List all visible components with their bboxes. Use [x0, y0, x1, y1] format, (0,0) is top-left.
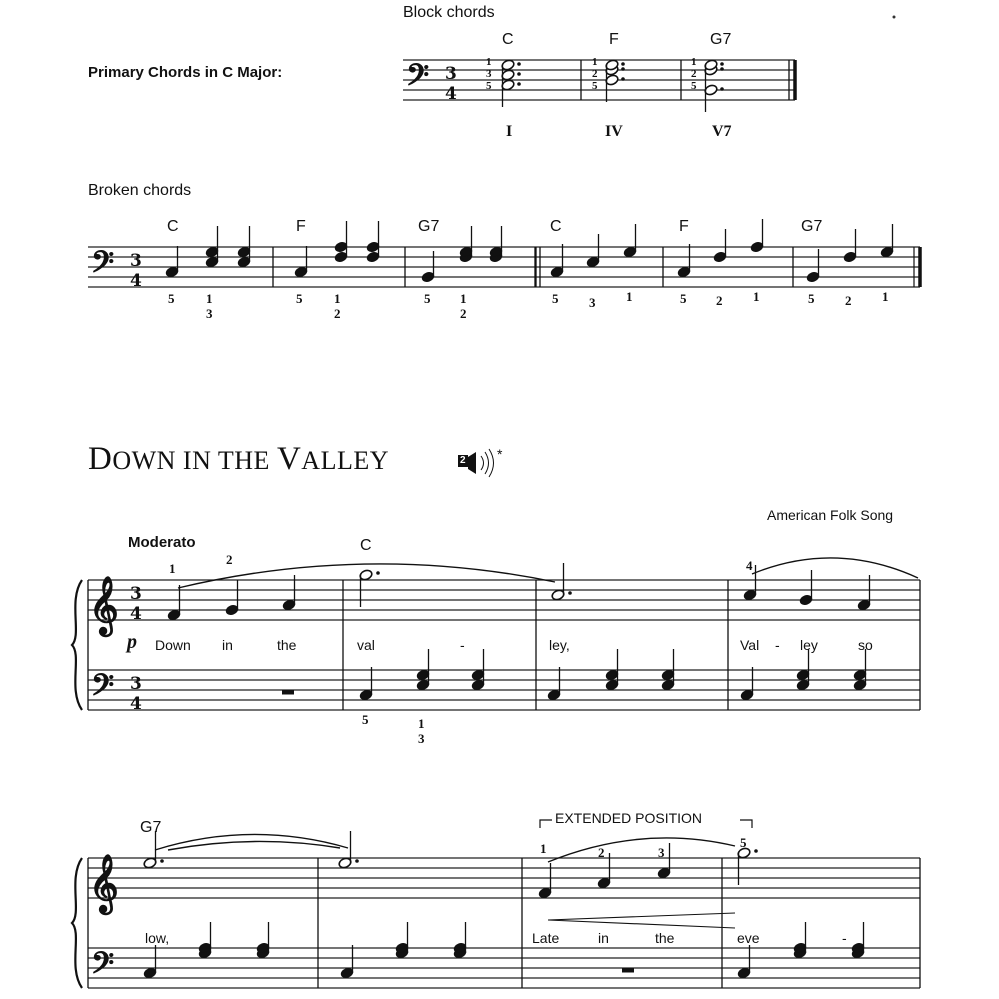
system-brace	[72, 580, 82, 710]
fingering: 4	[746, 558, 753, 573]
fingering: 5	[168, 291, 175, 306]
time-signature-bottom: 4	[130, 271, 142, 291]
chord-symbol: F	[296, 218, 306, 235]
fingering: 1	[334, 291, 341, 306]
augmentation-dot	[720, 67, 724, 71]
half-rest	[622, 968, 634, 973]
fingering: 5	[592, 80, 598, 92]
augmentation-dot	[355, 859, 359, 863]
lyric: the	[655, 930, 675, 946]
system-brace	[72, 858, 82, 988]
chord-symbol: G7	[710, 31, 732, 48]
bass-clef: 𝄢	[91, 246, 115, 287]
chord-symbol: G7	[418, 218, 440, 235]
augmentation-dot	[754, 849, 758, 853]
lyric: Down	[155, 637, 191, 653]
song-title: DOWN IN THE VALLEY	[88, 441, 389, 477]
augmentation-dot	[517, 82, 521, 86]
fingering: 2	[691, 68, 697, 80]
time-signature-bottom: 4	[445, 84, 457, 104]
lyric: eve	[737, 930, 760, 946]
fingering: 1	[691, 56, 697, 68]
block-chords-label: Block chords	[403, 4, 495, 21]
fingering: 1	[592, 56, 598, 68]
fingering: 2	[460, 306, 467, 321]
chord-symbol: C	[167, 218, 179, 235]
treble-clef: 𝄞	[89, 854, 119, 912]
fingering: 1	[540, 841, 547, 856]
fingering: 3	[206, 306, 213, 321]
slur	[752, 558, 918, 578]
chord-symbol: G7	[801, 218, 823, 235]
dynamic-marking: p	[127, 631, 137, 653]
fingering: 1	[882, 289, 889, 304]
fingering: 1	[169, 561, 176, 576]
fingering: 1	[753, 289, 760, 304]
lyric: low,	[145, 930, 170, 946]
fingering: 1	[460, 291, 467, 306]
fingering: 1	[418, 716, 425, 731]
fingering: 5	[362, 712, 369, 727]
fingering: 1	[206, 291, 213, 306]
fingering: 3	[486, 68, 492, 80]
chord-symbol: C	[502, 31, 514, 48]
lyric: Val	[740, 637, 760, 653]
fingering: 1	[626, 289, 633, 304]
sound-waves-icon	[481, 449, 494, 477]
chord-symbol: C	[550, 218, 562, 235]
bass-clef: 𝄢	[91, 669, 115, 710]
fingering: 5	[808, 291, 815, 306]
fingering: 5	[424, 291, 431, 306]
bass-clef: 𝄢	[406, 59, 430, 100]
fingering: 2	[226, 552, 233, 567]
lyric: -	[460, 637, 465, 653]
time-signature-top: 3	[130, 674, 142, 694]
augmentation-dot	[160, 859, 164, 863]
fingering: 3	[658, 845, 665, 860]
chord-symbol: F	[679, 218, 689, 235]
augmentation-dot	[621, 77, 625, 81]
time-signature-bottom: 4	[130, 604, 142, 624]
augmentation-dot	[621, 67, 625, 71]
lyric: in	[222, 637, 233, 653]
composer: American Folk Song	[767, 507, 894, 523]
lyric: the	[277, 637, 297, 653]
lyric: -	[842, 930, 847, 946]
time-signature-top: 3	[445, 64, 457, 84]
tempo-marking: Moderato	[128, 534, 196, 551]
lyric: Late	[532, 930, 560, 946]
fingering: 5	[552, 291, 559, 306]
lyric: so	[858, 637, 873, 653]
track-number: 2	[460, 455, 466, 466]
fingering: 5	[486, 80, 492, 92]
augmentation-dot	[568, 591, 572, 595]
lyric: ley,	[549, 637, 570, 653]
speaker-icon	[468, 452, 476, 474]
fingering: 2	[334, 306, 341, 321]
slur	[168, 841, 340, 850]
augmentation-dot	[517, 62, 521, 66]
fingering: 3	[418, 731, 425, 746]
fingering: 2	[716, 293, 723, 308]
fingering: 3	[589, 295, 596, 310]
fingering: 1	[486, 56, 492, 68]
roman-numeral: IV	[605, 123, 623, 140]
fingering: 5	[680, 291, 687, 306]
fingering: 5	[691, 80, 697, 92]
lyric: ley	[800, 637, 818, 653]
asterisk: *	[497, 446, 503, 462]
lyric: in	[598, 930, 609, 946]
roman-numeral: I	[506, 123, 513, 140]
augmentation-dot	[517, 72, 521, 76]
chord-symbol: F	[609, 31, 619, 48]
augmentation-dot	[621, 62, 625, 66]
chord-symbol: G7	[140, 819, 162, 836]
page-mark	[893, 16, 896, 19]
primary-chords-label: Primary Chords in C Major:	[88, 64, 283, 81]
bass-clef: 𝄢	[91, 947, 115, 988]
lyric: -	[775, 637, 780, 653]
lyric: val	[357, 637, 375, 653]
augmentation-dot	[720, 62, 724, 66]
augmentation-dot	[720, 87, 724, 91]
chord-symbol: C	[360, 537, 372, 554]
half-rest	[282, 690, 294, 695]
fingering: 5	[296, 291, 303, 306]
time-signature-top: 3	[130, 251, 142, 271]
crescendo-hairpin	[548, 913, 735, 928]
roman-numeral: V7	[712, 123, 732, 140]
extended-position-label: EXTENDED POSITION	[555, 810, 703, 826]
fingering: 2	[592, 68, 598, 80]
fingering: 5	[740, 835, 747, 850]
treble-clef: 𝄞	[89, 576, 119, 634]
time-signature-top: 3	[130, 584, 142, 604]
augmentation-dot	[376, 571, 380, 575]
time-signature-bottom: 4	[130, 694, 142, 714]
fingering: 2	[845, 293, 852, 308]
fingering: 2	[598, 845, 605, 860]
broken-chords-label: Broken chords	[88, 182, 192, 199]
